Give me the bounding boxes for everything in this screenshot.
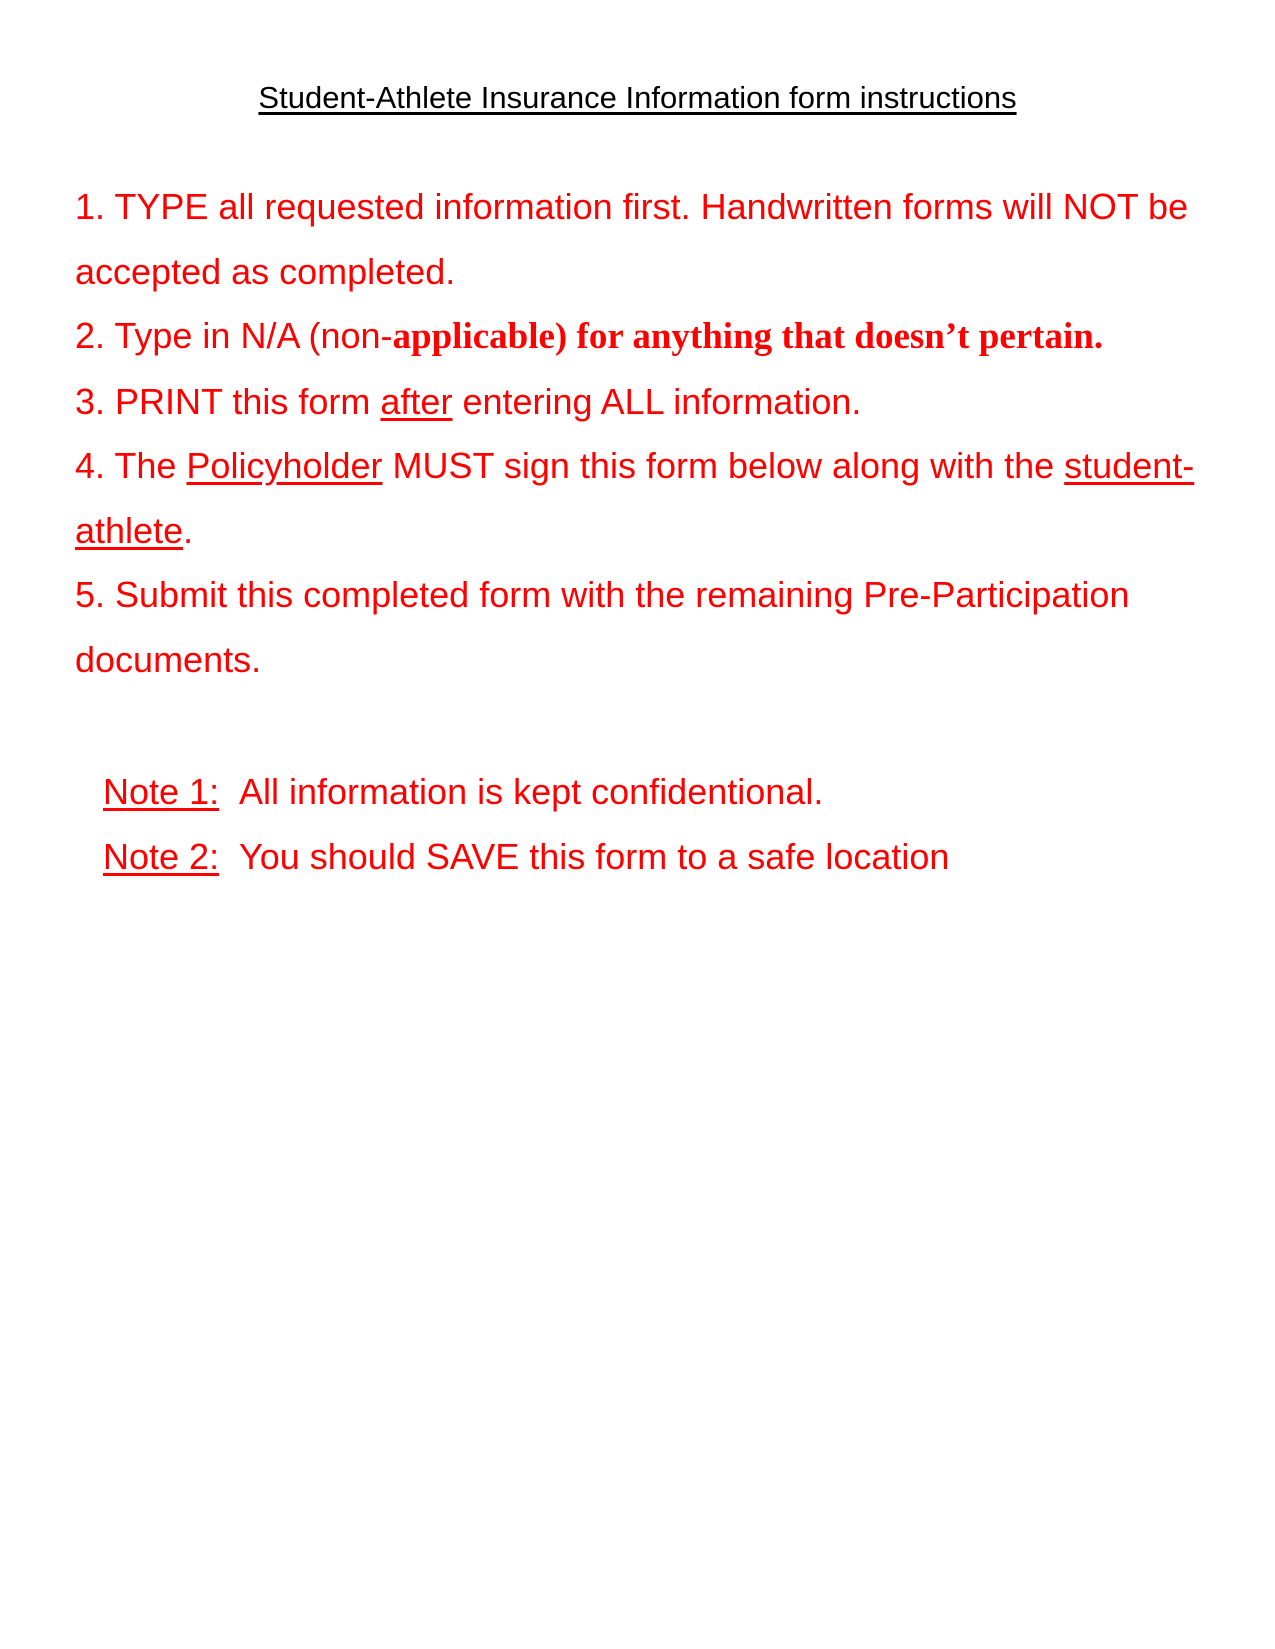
note-2-text: You should SAVE this form to a safe location bbox=[239, 835, 950, 877]
note-2-label: Note 2: bbox=[103, 835, 220, 877]
note-2 bbox=[103, 825, 1203, 890]
instruction-item-4 bbox=[75, 434, 1215, 563]
instruction-item-2 bbox=[75, 304, 1215, 370]
notes-section bbox=[103, 760, 1203, 889]
instruction-2-prefix: 2. Type in N/A (non- bbox=[75, 315, 393, 356]
instruction-4-suffix: . bbox=[183, 509, 194, 551]
instruction-4-middle: MUST sign this form below along with the bbox=[382, 445, 1065, 486]
instruction-3-underlined: after bbox=[380, 380, 453, 422]
note-1 bbox=[103, 760, 1203, 825]
instruction-item-1 bbox=[75, 175, 1215, 304]
instruction-item-3 bbox=[75, 370, 1215, 435]
page-title bbox=[0, 78, 1275, 118]
instruction-4-prefix: 4. The bbox=[75, 445, 187, 486]
instruction-4-student-athlete: student-athlete bbox=[75, 445, 1195, 551]
instruction-3-suffix: entering ALL information. bbox=[452, 380, 862, 422]
page-title-text: Student-Athlete Insurance Information form instructions bbox=[258, 80, 1017, 115]
note-1-label: Note 1: bbox=[103, 771, 220, 812]
instruction-2-bold-text: applicable) for anything that doesn’t pertain. bbox=[392, 316, 1104, 357]
note-1-text: All information is kept confidentional. bbox=[239, 771, 824, 812]
instruction-4-policyholder: Policyholder bbox=[186, 445, 383, 486]
instruction-item-5 bbox=[75, 563, 1215, 692]
instruction-3-prefix: 3. PRINT this form bbox=[75, 380, 381, 422]
instruction-1-text: 1. TYPE all requested information first. Handwritten forms will NOT be accepted as completed. bbox=[75, 186, 1189, 292]
instructions-list bbox=[75, 175, 1215, 692]
instruction-5-text: 5. Submit this completed form with the remaining Pre-Participation documents. bbox=[75, 574, 1130, 680]
